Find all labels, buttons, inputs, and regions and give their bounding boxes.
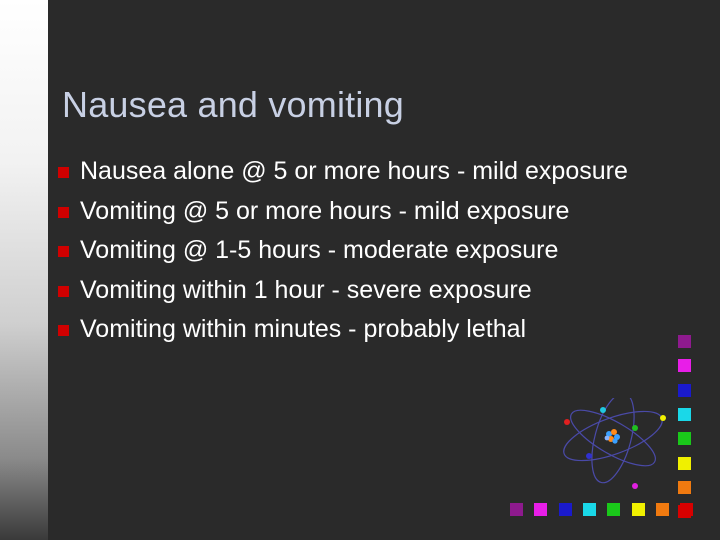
bullet-text: Vomiting within minutes - probably lethal — [80, 315, 527, 344]
bullet-text: Nausea alone @ 5 or more hours - mild exposure — [80, 157, 628, 186]
decor-square — [583, 503, 596, 516]
bullet-item — [58, 192, 628, 232]
bullet-square-icon — [58, 167, 69, 178]
bullet-item — [58, 231, 628, 271]
bullet-list — [58, 152, 628, 350]
decor-square — [656, 503, 669, 516]
decor-square — [632, 503, 645, 516]
slide-title: Nausea and vomiting — [62, 84, 405, 125]
decor-square — [559, 503, 572, 516]
decor-square — [607, 503, 620, 516]
decor-square — [678, 481, 691, 494]
bullet-text: Vomiting @ 5 or more hours - mild exposure — [80, 196, 570, 225]
decor-square — [678, 384, 691, 397]
bullet-square-icon — [58, 286, 69, 297]
left-gradient-bar — [0, 0, 48, 540]
bullet-item — [58, 152, 628, 192]
bullet-square-icon — [58, 207, 69, 218]
decor-square — [534, 503, 547, 516]
bullet-item — [58, 271, 628, 311]
bullet-text: Vomiting @ 1-5 hours - moderate exposure — [80, 236, 559, 265]
bullet-square-icon — [58, 325, 69, 336]
decor-square — [680, 503, 693, 516]
bullet-text: Vomiting within 1 hour - severe exposure — [80, 275, 532, 304]
decor-square — [678, 359, 691, 372]
decor-square — [678, 408, 691, 421]
bullet-square-icon — [58, 246, 69, 257]
decor-square — [678, 335, 691, 348]
atom-icon — [555, 398, 675, 498]
decor-square — [510, 503, 523, 516]
decor-square — [678, 457, 691, 470]
bullet-item — [58, 310, 628, 350]
decor-square — [678, 432, 691, 445]
